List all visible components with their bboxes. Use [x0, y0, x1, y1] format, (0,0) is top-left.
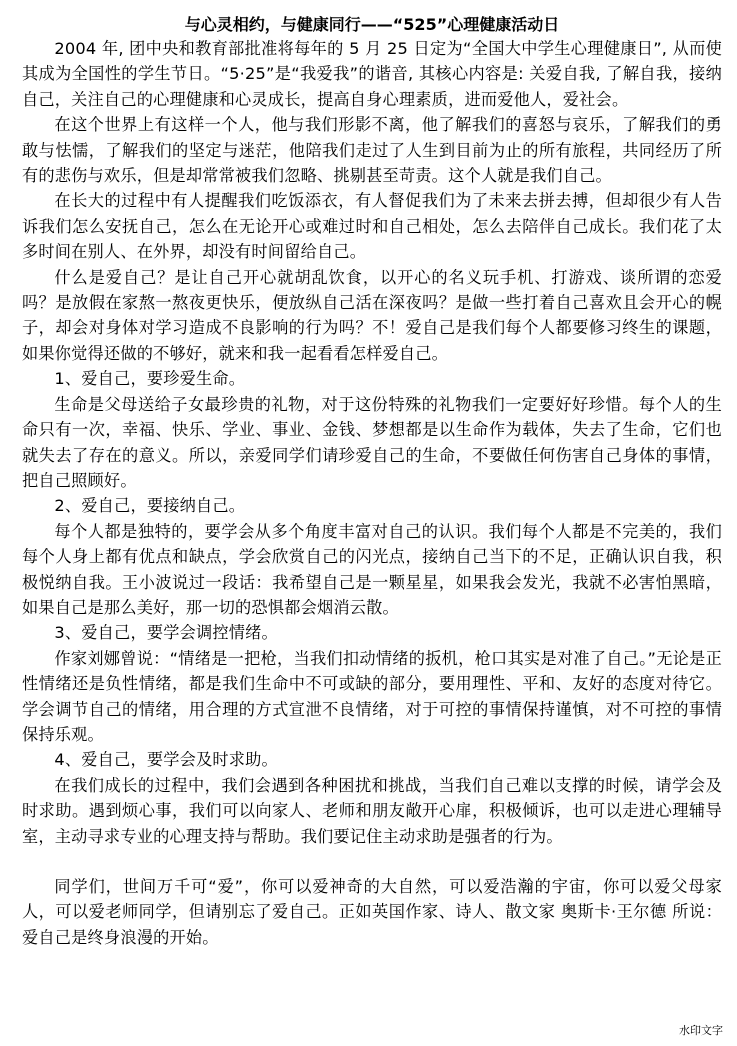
- heading-seek-help: 4、爱自己，要学会及时求助。: [54, 750, 278, 770]
- document-title: 与心灵相约，与健康同行——“525”心理健康活动日: [184, 15, 560, 34]
- paragraph-seek-help: 在我们成长的过程中，我们会遇到各种困扰和挑战，当我们自己难以支撑的时候，请学会及时求助。遇到烦心事，我们可以向家人、老师和朋友敞开心扉，积极倾诉，也可以走进心理辅导室，主动寻求专业的心理支持与帮助。我们要记住主动求助是强者的行为。: [22, 775, 722, 846]
- heading-regulate-emotions: 3、爱自己，要学会调控情绪。: [54, 623, 278, 643]
- paragraph-self: 在这个世界上有这样一个人，他与我们形影不离，他了解我们的喜怒与哀乐，了解我们的勇敢与怯懦，了解我们的坚定与迷茫，他陪我们走过了人生到目前为止的所有旅程，共同经历了所有的悲伤与欢乐，但是却常常被我们忽略、挑剔甚至苛责。这个人就是我们自己。: [22, 115, 722, 186]
- paragraph-closing: 同学们，世间万千可“爱”，你可以爱神奇的大自然，可以爱浩瀚的宇宙，你可以爱父母家人，可以爱老师同学，但请别忘了爱自己。正如英国作家、诗人、散文家 奥斯卡·王尔德 所说：爱自己是终身浪漫的开始。: [22, 877, 722, 947]
- document-page: [22, 14, 722, 950]
- paragraph-growing-up: 在长大的过程中有人提醒我们吃饭添衣，有人督促我们为了未来去拼去搏，但却很少有人告诉我们怎么安抚自己，怎么在无论开心或难过时和自己相处，怎么去陪伴自己成长。我们花了太多时间在别人、在外界，却没有时间留给自己。: [22, 191, 722, 262]
- blank-line: [22, 849, 722, 874]
- paragraph-what-is-self-love: 什么是爱自己？是让自己开心就胡乱饮食，以开心的名义玩手机、打游戏、谈所谓的恋爱吗？是放假在家熬一熬夜更快乐，便放纵自己活在深夜吗？是做一些打着自己喜欢且会开心的幌子，却会对身体对学习造成不良影响的行为吗？不！爱自己是我们每个人都要修习终生的课题，如果你觉得还做的不够好，就来和我一起看看怎样爱自己。: [22, 267, 722, 363]
- paragraph-accept-self: 每个人都是独特的，要学会从多个角度丰富对自己的认识。我们每个人都是不完美的，我们每个人身上都有优点和缺点，学会欣赏自己的闪光点，接纳自己当下的不足，正确认识自我，积极悦纳自我。王小波说过一段话：我希望自己是一颗星星，如果我会发光，我就不必害怕黑暗，如果自己是那么美好，那一切的恐惧都会烟消云散。: [22, 521, 722, 617]
- paragraph-regulate-emotions: 作家刘娜曾说：“情绪是一把枪，当我们扣动情绪的扳机，枪口其实是对准了自己。”无论是正性情绪还是负性情绪，都是我们生命中不可或缺的部分，要用理性、平和、友好的态度对待它。学会调节自己的情绪，用合理的方式宣泄不良情绪，对于可控的事情保持谨慎，对不可控的事情保持乐观。: [22, 648, 722, 744]
- heading-accept-self: 2、爱自己，要接纳自己。: [54, 496, 246, 516]
- heading-cherish-life: 1、爱自己，要珍爱生命。: [54, 369, 246, 389]
- watermark-text: 水印文字: [679, 1024, 723, 1037]
- paragraph-intro: 2004 年, 团中央和教育部批准将每年的 5 月 25 日定为“全国大中学生心理健康日”, 从而使其成为全国性的学生节日。“5·25”是“我爱我”的谐音, 其核心内容是: 关爱自我, 了解自我，接纳自己，关注自己的心理健康和心灵成长，提高自身心理素质，进而爱他人，爱社会。: [22, 39, 722, 109]
- paragraph-cherish-life: 生命是父母送给子女最珍贵的礼物，对于这份特殊的礼物我们一定要好好珍惜。每个人的生命只有一次，幸福、快乐、学业、事业、金钱、梦想都是以生命作为载体，失去了生命，它们也就失去了存在的意义。所以，亲爱同学们请珍爱自己的生命，不要做任何伤害自己身体的事情，把自己照顾好。: [22, 394, 722, 490]
